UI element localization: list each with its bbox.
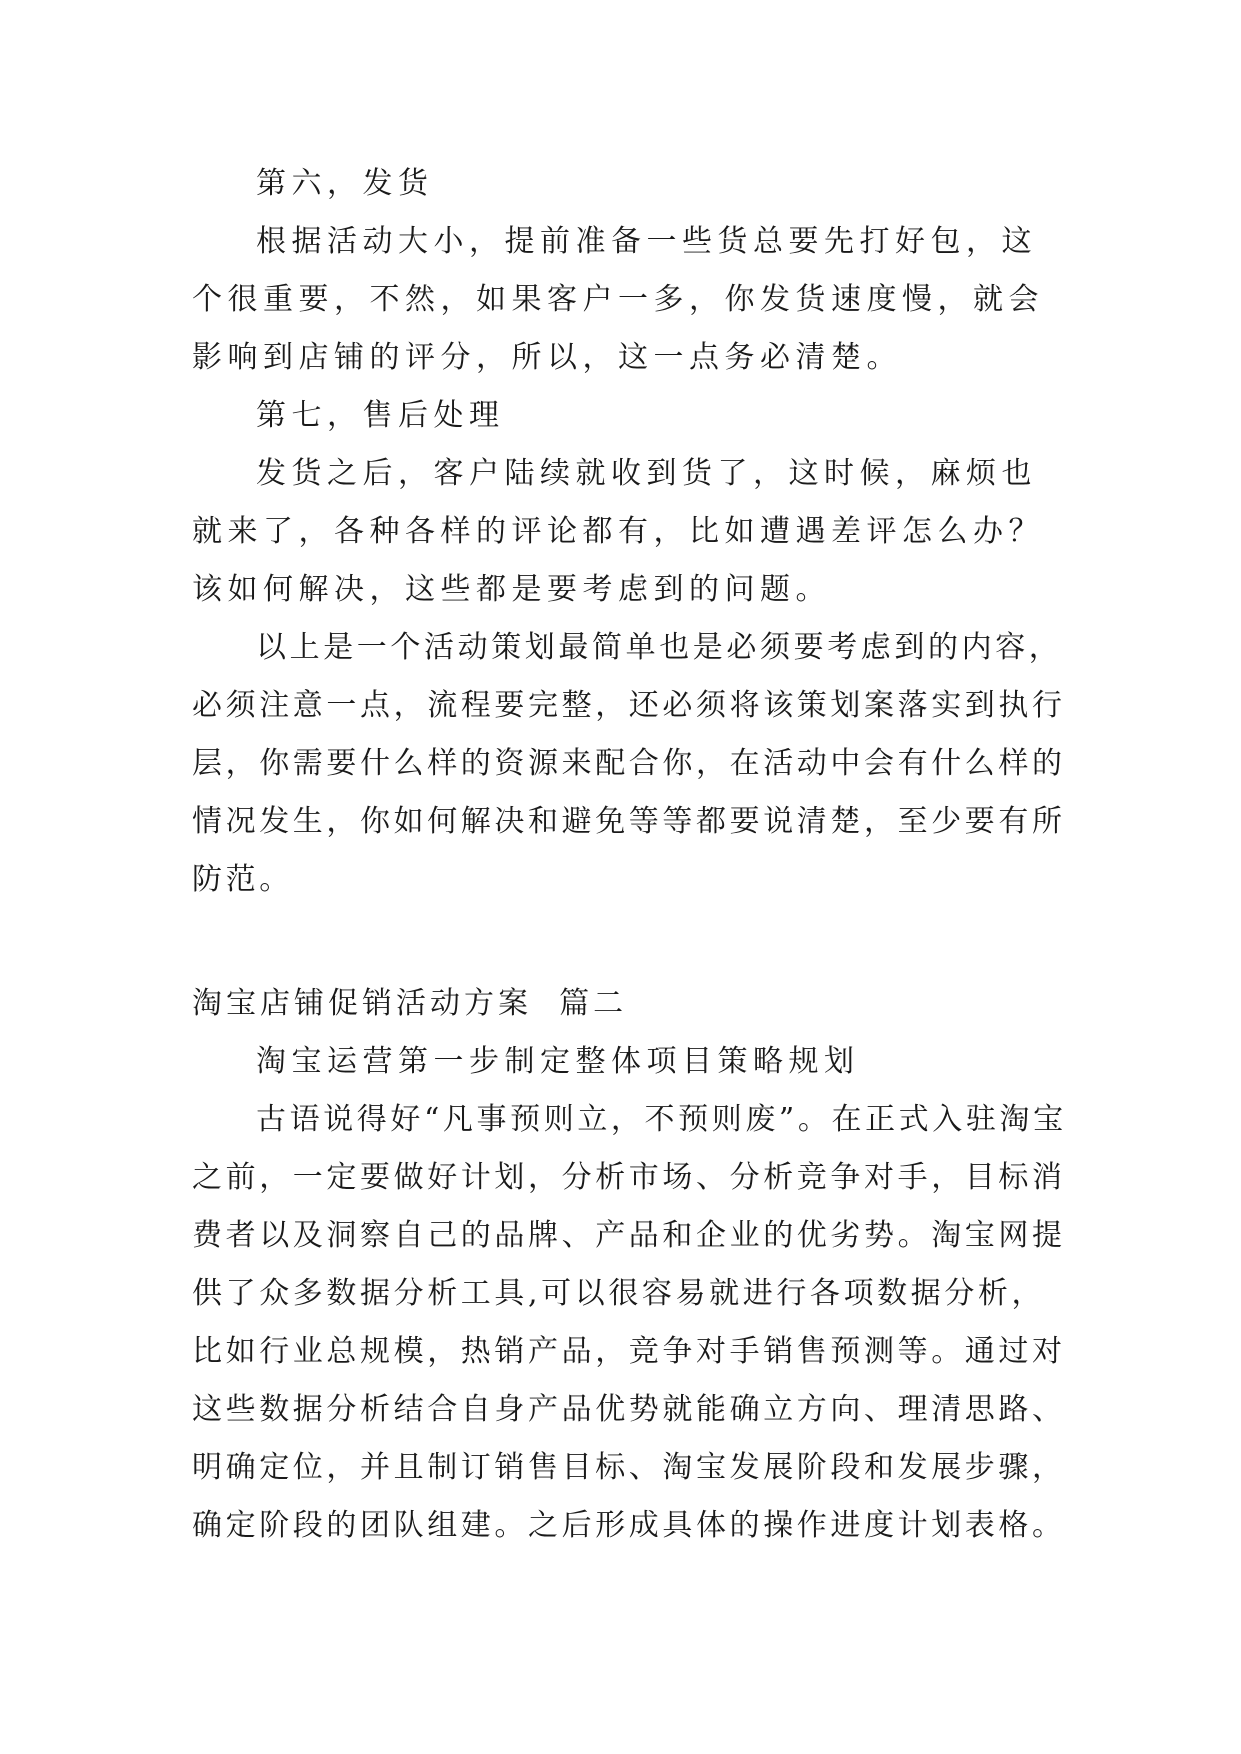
section6-paragraph: 根据活动大小，提前准备一些货总要先打好包，这个很重要，不然，如果客户一多，你发货速度慢，就会影响到店铺的评分，所以，这一点务必清楚。 (192, 224, 1044, 375)
section-gap (192, 909, 1072, 975)
document-body (192, 155, 1072, 1555)
summary-paragraph: 以上是一个活动策划最简单也是必须要考虑到的内容，必须注意一点，流程要完整，还必须将该策划案落实到执行层，你需要什么样的资源来配合你，在活动中会有什么样的情况发生，你如何解决和避免等等都要说清楚，至少要有所防范。 (192, 630, 1066, 897)
part2-title: 淘宝店铺促销活动方案 篇二 (192, 986, 628, 1021)
section7-heading: 第七，售后处理 (256, 398, 505, 433)
part2-subheading: 淘宝运营第一步制定整体项目策略规划 (256, 1044, 860, 1079)
section6-heading: 第六，发货 (256, 166, 434, 201)
part2-paragraph: 古语说得好“凡事预则立，不预则废”。在正式入驻淘宝之前，一定要做好计划，分析市场、分析竞争对手，目标消费者以及洞察自己的品牌、产品和企业的优劣势。淘宝网提供了众多数据分析工具,可以很容易就进行各项数据分析，比如行业总规模，热销产品，竞争对手销售预测等。通过对这些数据分析结合自身产品优势就能确立方向、理清思路、明确定位，并且制订销售目标、淘宝发展阶段和发展步骤，确定阶段的团队组建。之后形成具体的操作进度计划表格。 (192, 1102, 1067, 1543)
section7-paragraph: 发货之后，客户陆续就收到货了，这时候，麻烦也就来了，各种各样的评论都有，比如遭遇差评怎么办？该如何解决，这些都是要考虑到的问题。 (192, 456, 1044, 607)
